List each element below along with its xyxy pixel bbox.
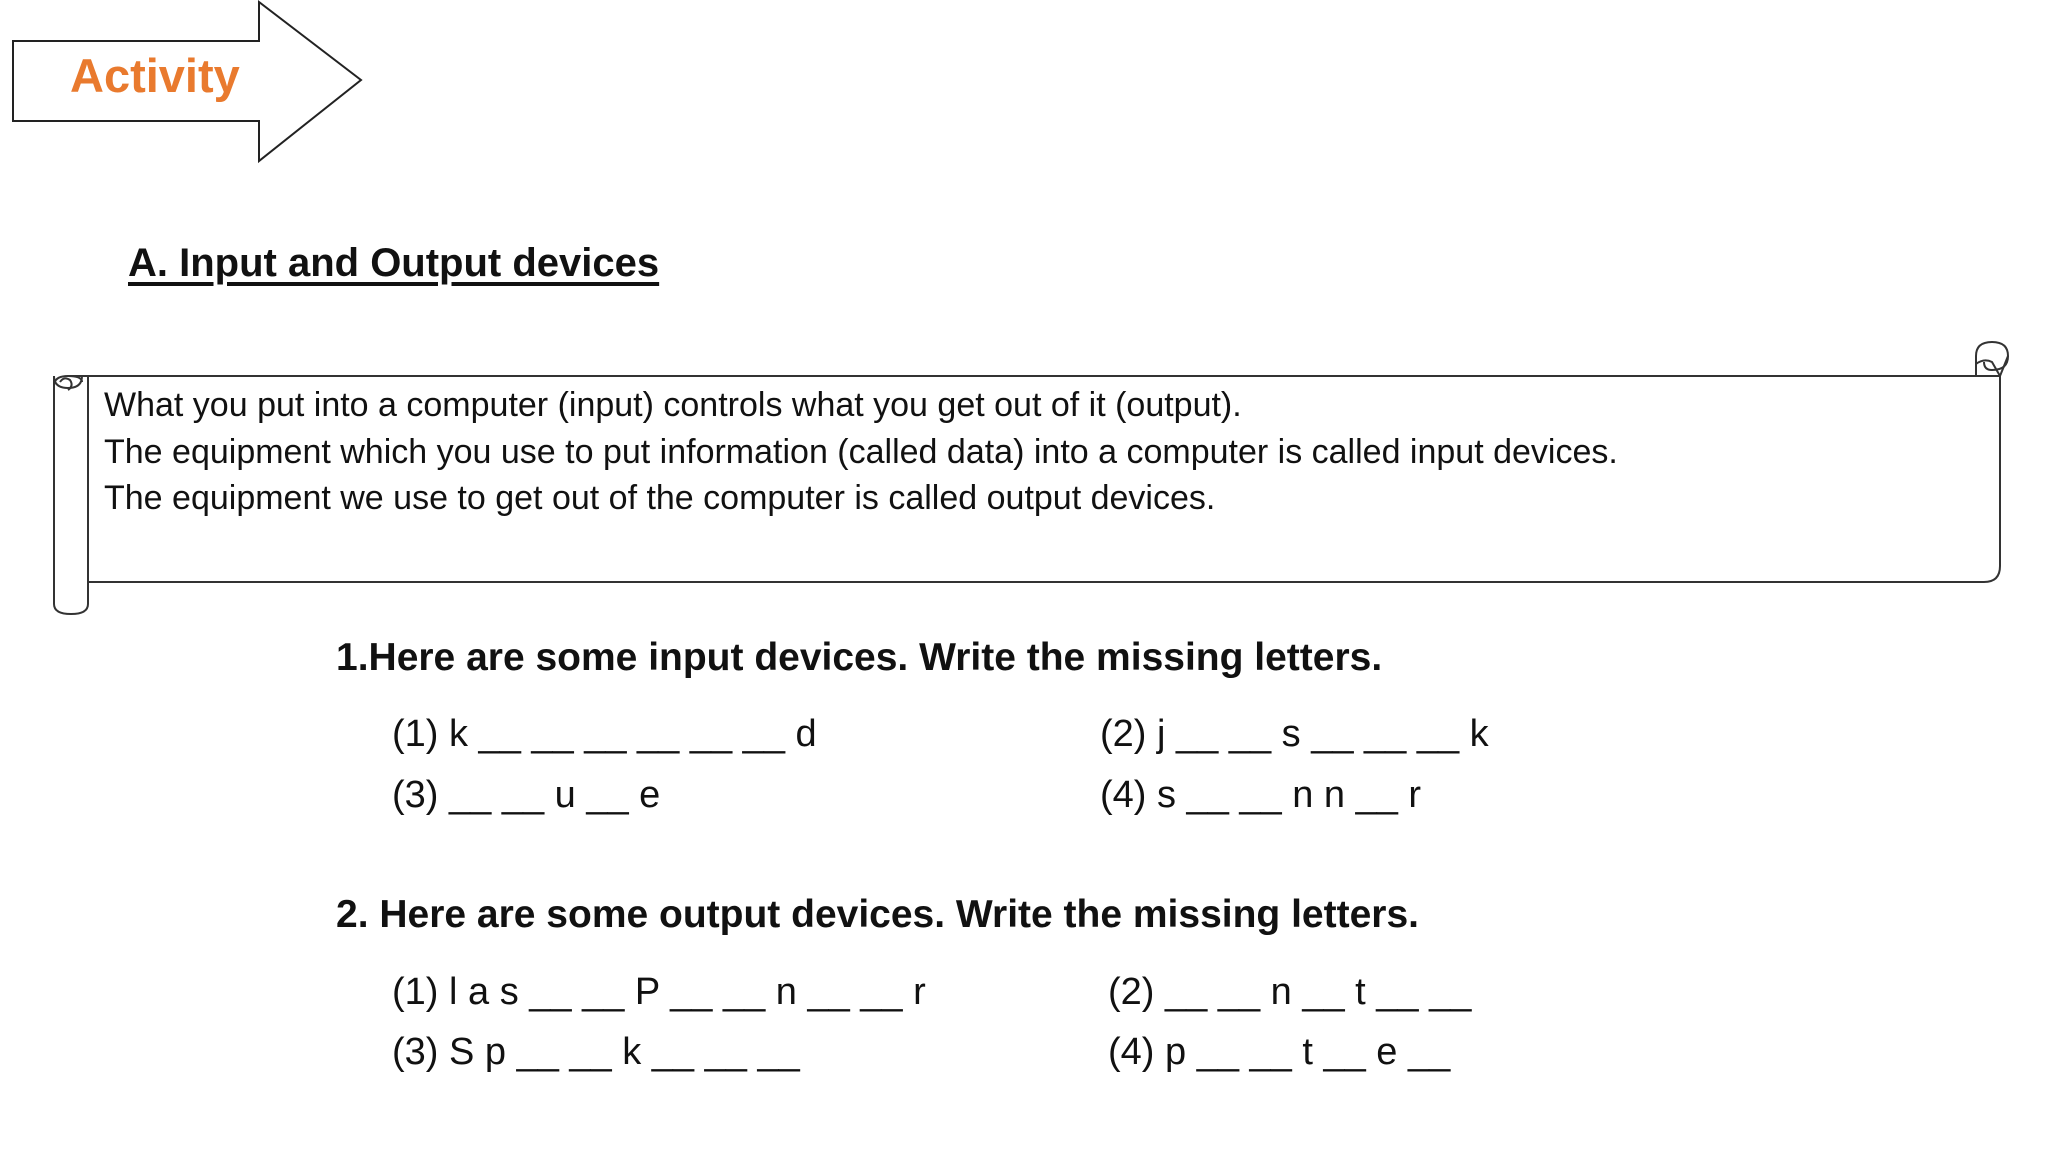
question1-item-4: (4) s __ __ n n __ r [1100, 774, 1422, 816]
question2-item-1: (1) l a s __ __ P __ __ n __ __ r [392, 971, 926, 1013]
scroll-line: What you put into a computer (input) controls what you get out of it (output). [104, 386, 1242, 424]
question2-item-3: (3) S p __ __ k __ __ __ [392, 1031, 800, 1073]
question2-heading: 2. Here are some output devices. Write the missing letters. [336, 893, 1419, 936]
question1-heading: 1.Here are some input devices. Write the missing letters. [336, 636, 1383, 679]
scroll-line: The equipment which you use to put information (called data) into a computer is called input devices. [104, 432, 1618, 471]
question1-item-2: (2) j __ __ s __ __ __ k [1100, 713, 1489, 755]
activity-label: Activity [70, 49, 240, 102]
section-title: A. Input and Output devices [128, 241, 660, 285]
scroll-text [104, 382, 1618, 522]
question2-item-4: (4) p __ __ t __ e __ [1108, 1031, 1451, 1073]
scroll-line: The equipment we use to get out of the computer is called output devices. [104, 479, 1216, 517]
question1-item-3: (3) __ __ u __ e [392, 774, 661, 816]
question1-item-1: (1) k __ __ __ __ __ __ d [392, 713, 817, 755]
question2-item-2: (2) __ __ n __ t __ __ [1108, 971, 1472, 1013]
